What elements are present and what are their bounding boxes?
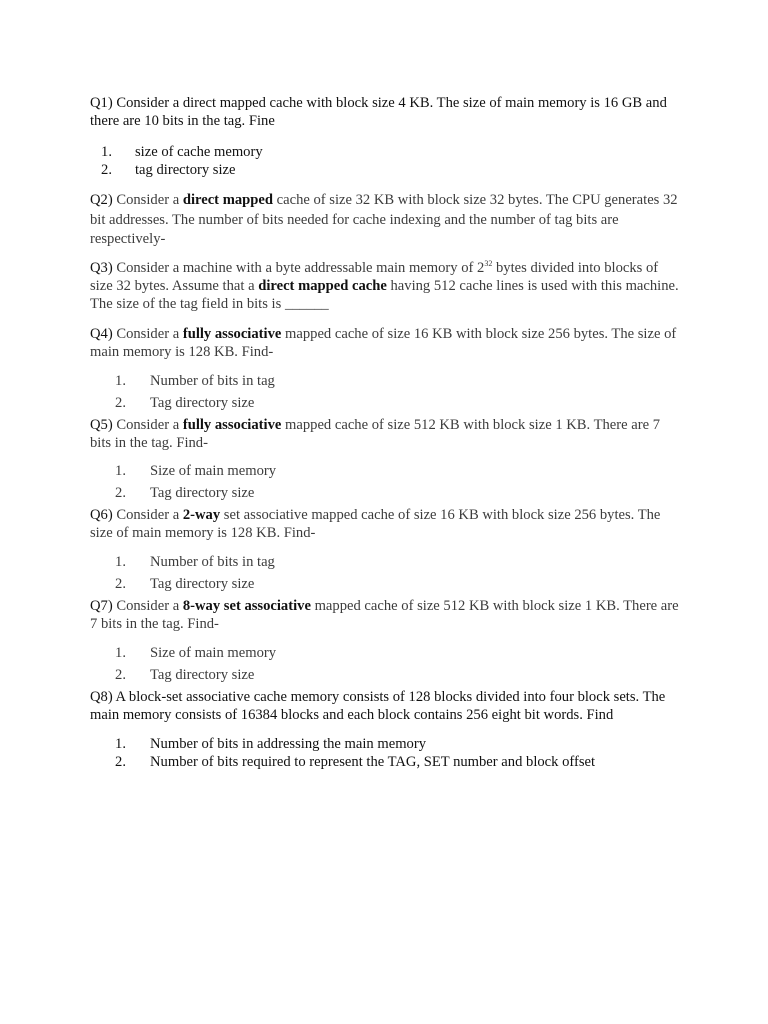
question-label: Q5) — [90, 417, 113, 433]
question-label: Q4) — [90, 326, 113, 342]
exponent: 32 — [484, 259, 493, 268]
question-7: Q7) Consider a 8-way set associative mapped cache of size 512 KB with block size 1 KB. There are 7 bits in the tag. Find- — [90, 598, 679, 632]
question-text: Consider a direct mapped cache with block size 4 KB. The size of main memory is 16 GB and there are 10 bits in the tag. Fine — [90, 95, 667, 129]
question-4: Q4) Consider a fully associative mapped cache of size 16 KB with block size 256 bytes. The size of main memory is 128 KB. Find- — [90, 326, 677, 360]
emphasis: 8-way set associative — [182, 598, 311, 614]
question-2: Q2) Consider a direct mapped cache of size 32 KB with block size 32 bytes. The CPU generates 32 bit addresses. The number of bits needed for cache indexing and the number of tag bits are respectively- — [90, 192, 678, 247]
question-label: Q3) — [90, 260, 113, 276]
question-label: Q1) — [90, 95, 113, 111]
emphasis: fully associative — [182, 417, 282, 433]
emphasis: 2-way — [182, 507, 221, 523]
question-text: A block-set associative cache memory consists of 128 blocks divided into four block sets. The main memory consists of 16384 blocks and each block contains 256 eight bit words. Find — [90, 689, 666, 723]
question-6: Q6) Consider a 2-way set associative mapped cache of size 16 KB with block size 256 bytes. The size of main memory is 128 KB. Find- — [90, 507, 661, 541]
question-3: Q3) Consider a machine with a byte addressable main memory of $2^{32}$ bytes divided into blocks of size 32 bytes. Assume that a direct mapped cache having 512 cache lines is used with this machine. The size of the tag field in bits is ______ — [90, 259, 679, 312]
document-page: Q1) Consider a direct mapped cache with block size 4 KB. The size of main memory is 16 GB and there are 10 bits in the tag. Fine 1. size of cache memory 2. tag directory size Q2) Consider a direct mapped cache of size 32 KB with block size 32 bytes. The CPU generates 32 bit addresses. The number of bits needed for cache indexing and the number of tag bits are respectively- Q3) Consider a machine with a byte addressable main memory of $2^{32}$ bytes divided into blocks of size 32 bytes. Assume that a direct mapped cache having 512 cache lines is used with this machine. The size of the tag field in bits is ______ Q4) Consider a fully associative mapped cache of size 16 KB with block size 256 bytes. The size of main memory is 128 KB. Find- 1. Number of bits in tag 2. Tag directory size Q5) Consider a fully associative mapped cache of size 512 KB with block size 1 KB. There are 7 bits in the tag. Find- 1. Size of main memory 2. Tag directory size Q6) Consider a 2-way set associative mapped cache of size 16 KB with block size 256 bytes. The size of main memory is 128 KB. Find- 1. Number of bits in tag 2. Tag directory size Q7) Consider a 8-way set associative mapped cache of size 512 KB with block size 1 KB. There are 7 bits in the tag. Find- 1. Size of main memory 2. Tag directory size Q8) A block-set associative cache memory consists of 128 blocks divided into four block sets. The main memory consists of 16384 blocks and each block contains 256 eight bit words. Find 1. Number of bits in addressing the main memory 2. Number of bits required to represent the TAG, SET number and block offset — [0, 0, 768, 1024]
question-label: Q2) — [90, 192, 113, 208]
question-5: Q5) Consider a fully associative mapped cache of size 512 KB with block size 1 KB. There are 7 bits in the tag. Find- — [90, 417, 661, 451]
question-label: Q8) — [90, 689, 113, 705]
question-8 — [90, 688, 682, 724]
question-label: Q7) — [90, 598, 113, 614]
question-1 — [90, 94, 682, 130]
emphasis: fully associative — [182, 326, 282, 342]
question-label: Q6) — [90, 507, 113, 523]
emphasis: direct mapped cache — [258, 278, 387, 294]
emphasis: direct mapped — [182, 192, 273, 208]
